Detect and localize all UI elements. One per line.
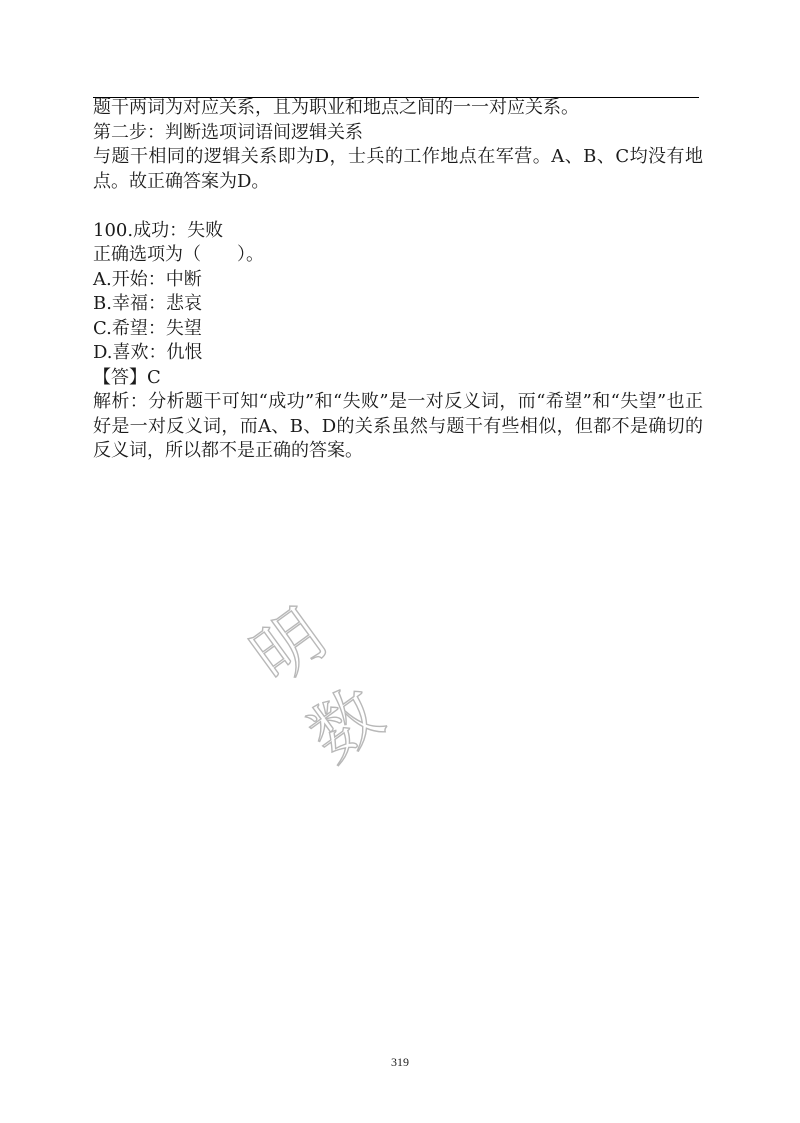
text-line-relation: 题干两词为对应关系，且为职业和地点之间的一一对应关系。 [93,97,579,118]
option-d: D.喜欢：仇恨 [93,342,203,363]
explanation-paragraph: 解析：分析题干可知“成功”和“失败”是一对反义词，而“希望”和“失望”也正好是一对反义词，而A、B、D的关系虽然与题干有些相似，但都不是确切的反义词，所以都不是正确的答案。 [93,391,703,461]
option-a: A.开始：中断 [93,268,202,290]
text-line-step-two: 第二步：判断选项词语间逻辑关系 [93,121,363,143]
question-prompt: 正确选项为（ ）。 [93,244,264,265]
question-title: 100.成功：失败 [93,219,224,241]
blank-line [93,194,703,219]
document-body [93,96,703,464]
page-number: 319 [391,1055,409,1069]
answer-line: 【答】C [93,366,161,388]
option-c: C.希望：失望 [93,317,202,339]
watermark: 明 数 [238,579,419,778]
option-b: B.幸福：悲哀 [93,293,202,314]
paragraph-answer-reason: 与题干相同的逻辑关系即为D，士兵的工作地点在军营。A、B、C均没有地点。故正确答案为D。 [93,146,703,192]
